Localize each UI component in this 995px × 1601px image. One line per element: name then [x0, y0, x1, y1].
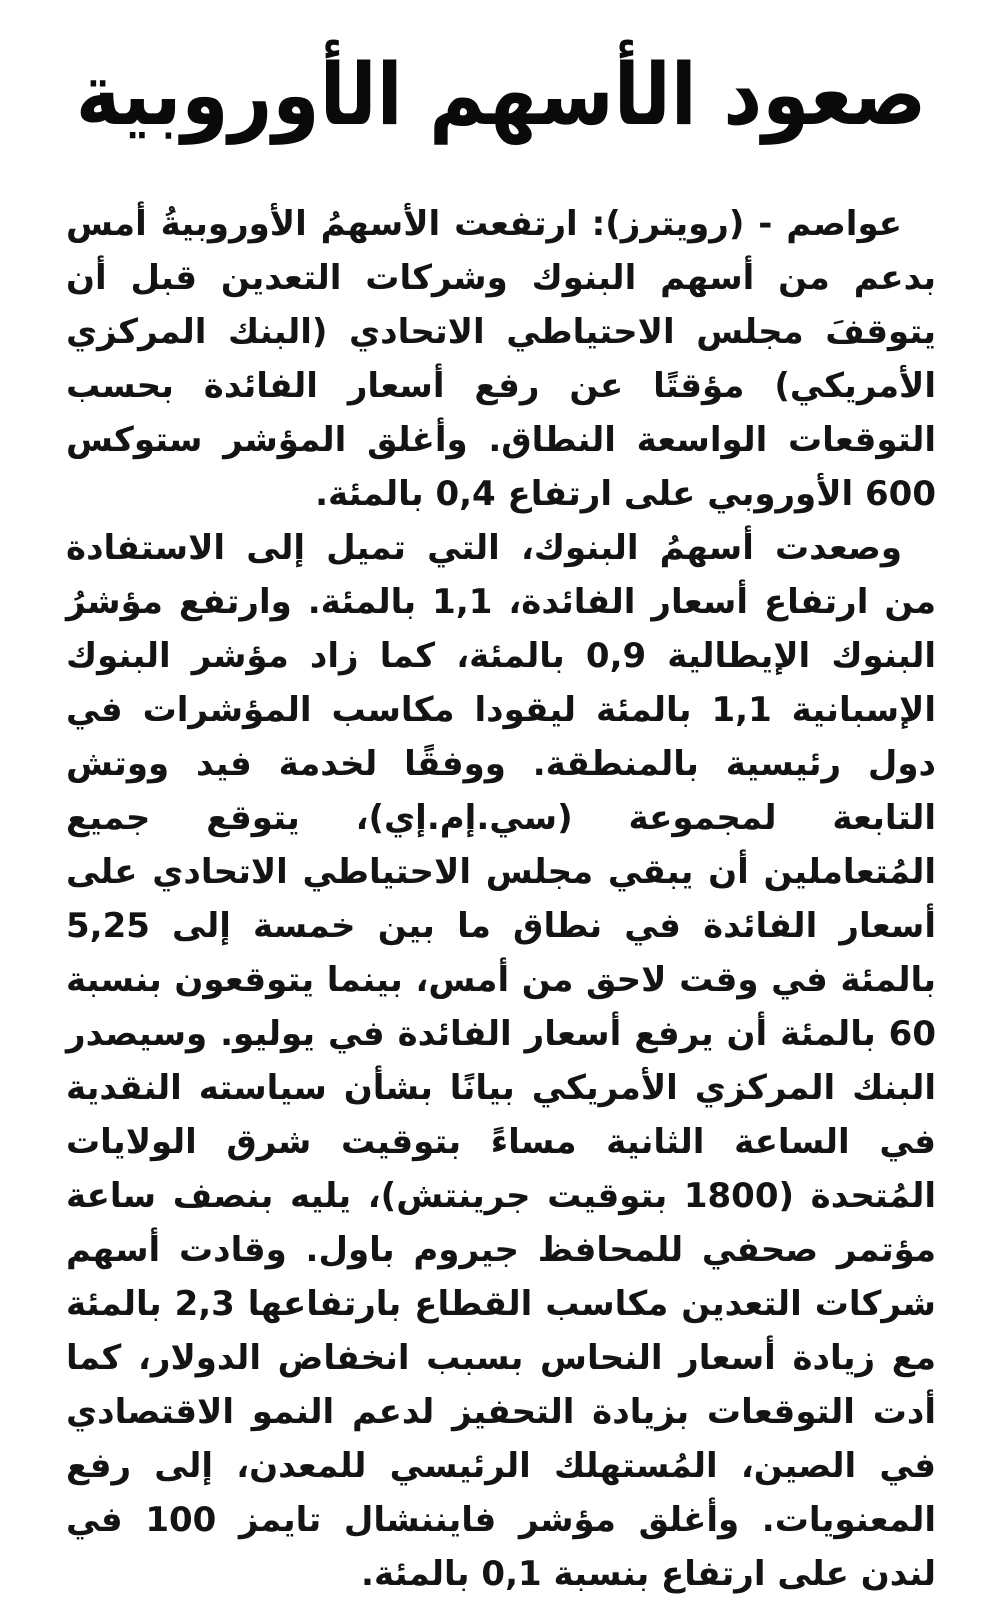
paragraph-2: وصعدت أسهمُ البنوك، التي تميل إلى الاستفادة من ارتفاع أسعار الفائدة، 1,1 بالمئة. وارتفع مؤشرُ البنوك الإيطالية 0,9 بالمئة، كما زاد مؤشر البنوك الإسبانية 1,1 بالمئة ليقودا مكاسب المؤشرات في دول رئيسية بالمنطقة. ووفقًا لخدمة فيد ووتش التابعة لمجموعة (سي.إم.إي)، يتوقع جميع المُتعاملين أن يبقي مجلس الاحتياطي الاتحادي على أسعار الفائدة في نطاق ما بين خمسة إلى 5,25 بالمئة في وقت لاحق من أمس، بينما يتوقعون بنسبة 60 بالمئة أن يرفع أسعار الفائدة في يوليو. وسيصدر البنك المركزي الأمريكي بيانًا بشأن سياسته النقدية في الساعة الثانية مساءً بتوقيت شرق الولايات المُتحدة (1800 بتوقيت جرينتش)، يليه بنصف ساعة مؤتمر صحفي للمحافظ جيروم باول. وقادت أسهم شركات التعدين مكاسب القطاع بارتفاعها 2,3 بالمئة مع زيادة أسعار النحاس بسبب انخفاض الدولار، كما أدت التوقعات بزيادة التحفيز لدعم النمو الاقتصادي في الصين، المُستهلك الرئيسي للمعدن، إلى رفع المعنويات. وأغلق مؤشر فايننشال تايمز 100 في لندن على ارتفاع بنسبة 0,1 بالمئة. — [66, 528, 937, 1594]
news-article — [66, 0, 937, 1594]
paragraph-1: عواصم - (رويترز): ارتفعت الأسهمُ الأوروبيةُ أمس بدعم من أسهم البنوك وشركات التعدين قبل أن يتوقفَ مجلس الاحتياطي الاتحادي (البنك المركزي الأمريكي) مؤقتًا عن رفع أسعار الفائدة بحسب التوقعات الواسعة النطاق. وأغلق المؤشر ستوكس 600 الأوروبي على ارتفاع 0,4 بالمئة. — [66, 204, 936, 514]
article-body — [66, 197, 936, 1601]
headline: صعود الأسهم الأوروبية — [75, 44, 927, 145]
